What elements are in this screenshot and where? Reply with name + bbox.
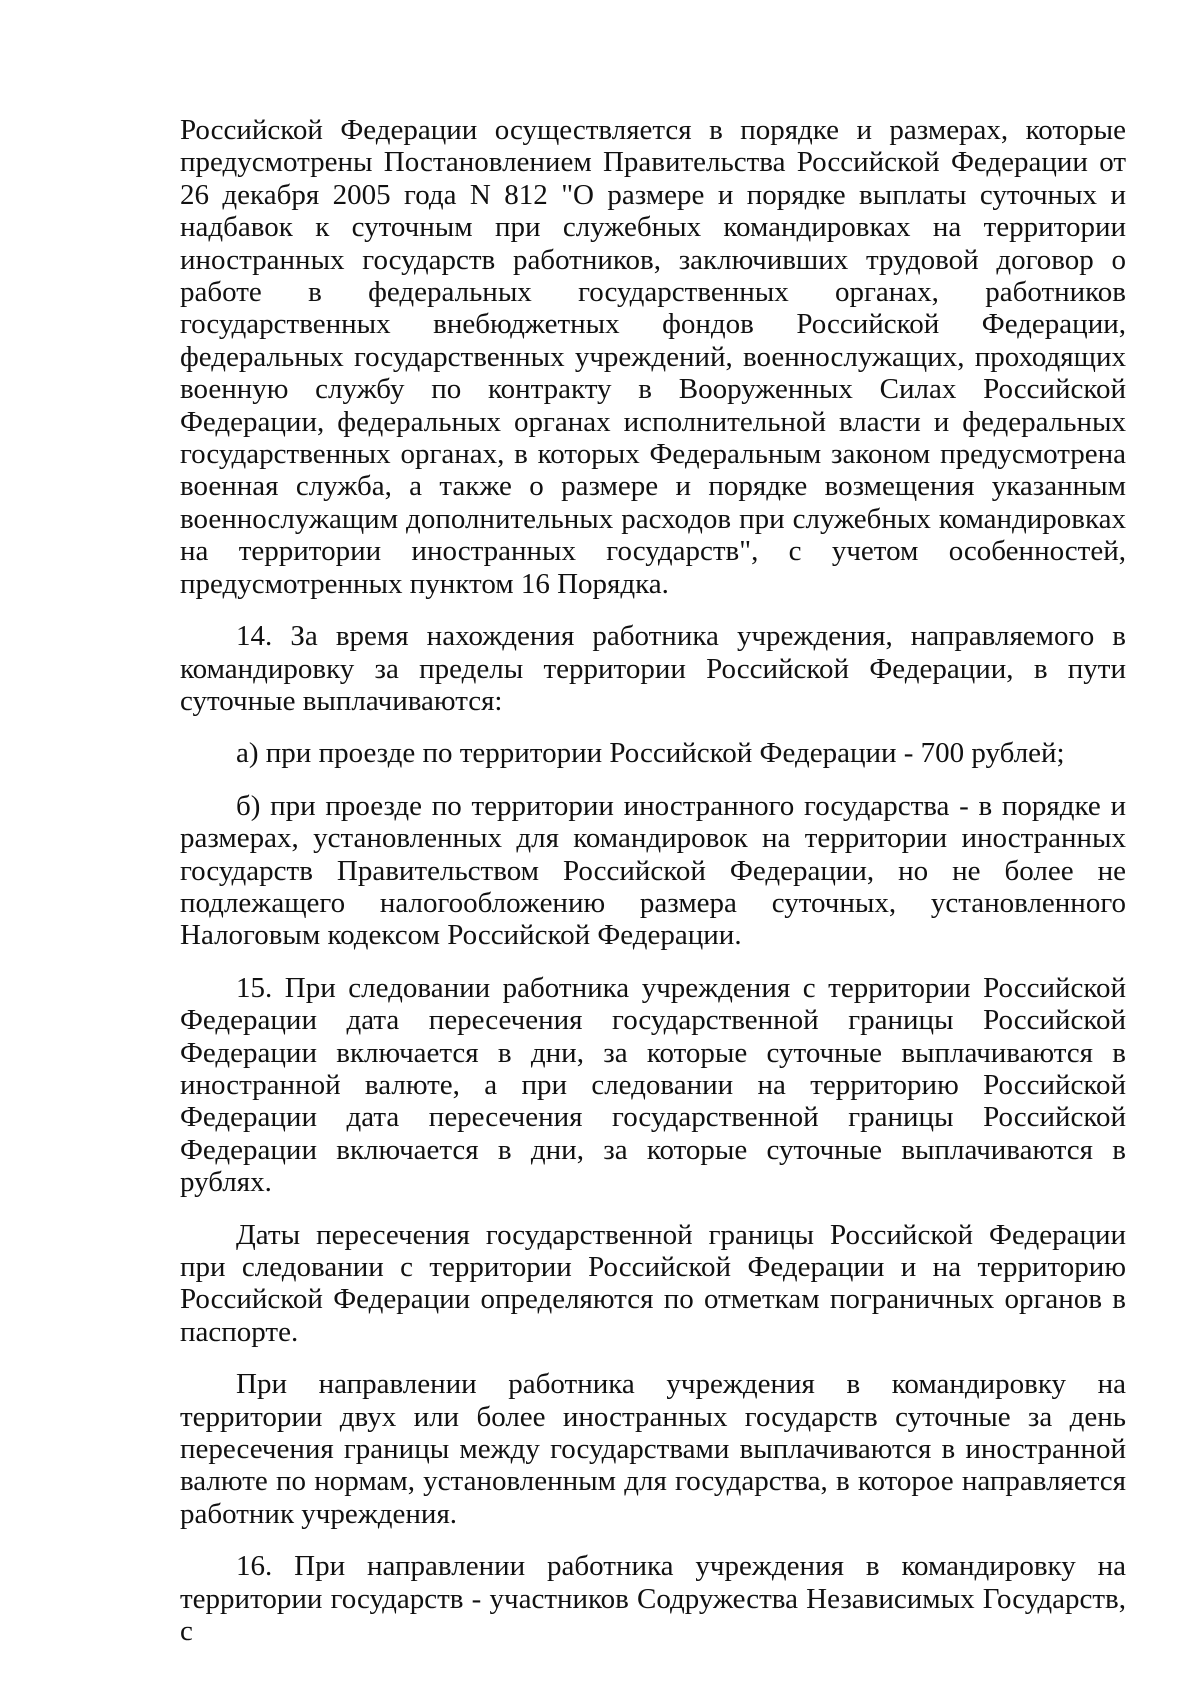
paragraph-item-16: 16. При направлении работника учреждения в командировку на территории государств - участников Содружества Независимых Государств, с	[180, 1550, 1126, 1648]
paragraph-multiple-states: При направлении работника учреждения в командировку на территории двух или более иностранных государств суточные за день пересечения границы между государствами выплачиваются в иностранной валюте по нормам, установленным для государства, в которое направляется работник учреждения.	[180, 1368, 1126, 1530]
paragraph-item-14b: б) при проезде по территории иностранного государства - в порядке и размерах, установленных для командировок на территории иностранных государств Правительством Российской Федерации, но не более не подлежащего налогообложению размера суточных, установленного Налоговым кодексом Российской Федерации.	[180, 789, 1126, 952]
paragraph-item-15: 15. При следовании работника учреждения с территории Российской Федерации дата пересечения государственной границы Российской Федерации включается в дни, за которые суточные выплачиваются в иностранной валюте, а при следовании на территорию Российской Федерации дата пересечения государственной границы Российской Федерации включается в дни, за которые суточные выплачиваются в рублях.	[180, 971, 1126, 1199]
paragraph-border-dates: Даты пересечения государственной границы Российской Федерации при следовании с территории Российской Федерации и на территорию Российской Федерации определяются по отметкам пограничных органов в паспорте.	[180, 1218, 1126, 1348]
paragraph-item-14: 14. За время нахождения работника учреждения, направляемого в командировку за пределы территории Российской Федерации, в пути суточные выплачиваются:	[180, 620, 1126, 717]
paragraph-continuation: Российской Федерации осуществляется в порядке и размерах, которые предусмотрены Постановлением Правительства Российской Федерации от 26 декабря 2005 года N 812 "О размере и порядке выплаты суточных и надбавок к суточным при служебных командировках на территории иностранных государств работников, заключивших трудовой договор о работе в федеральных государственных органах, работников государственных внебюджетных фондов Российской Федерации, федеральных государственных учреждений, военнослужащих, проходящих военную службу по контракту в Вооруженных Силах Российской Федерации, федеральных органах исполнительной власти и федеральных государственных органах, в которых Федеральным законом предусмотрена военная служба, а также о размере и порядке возмещения указанным военнослужащим дополнительных расходов при служебных командировках на территории иностранных государств", с учетом особенностей, предусмотренных пунктом 16 Порядка.	[180, 114, 1126, 600]
document-body	[180, 114, 1126, 1647]
paragraph-item-14a: а) при проезде по территории Российской Федерации - 700 рублей;	[236, 737, 1065, 770]
